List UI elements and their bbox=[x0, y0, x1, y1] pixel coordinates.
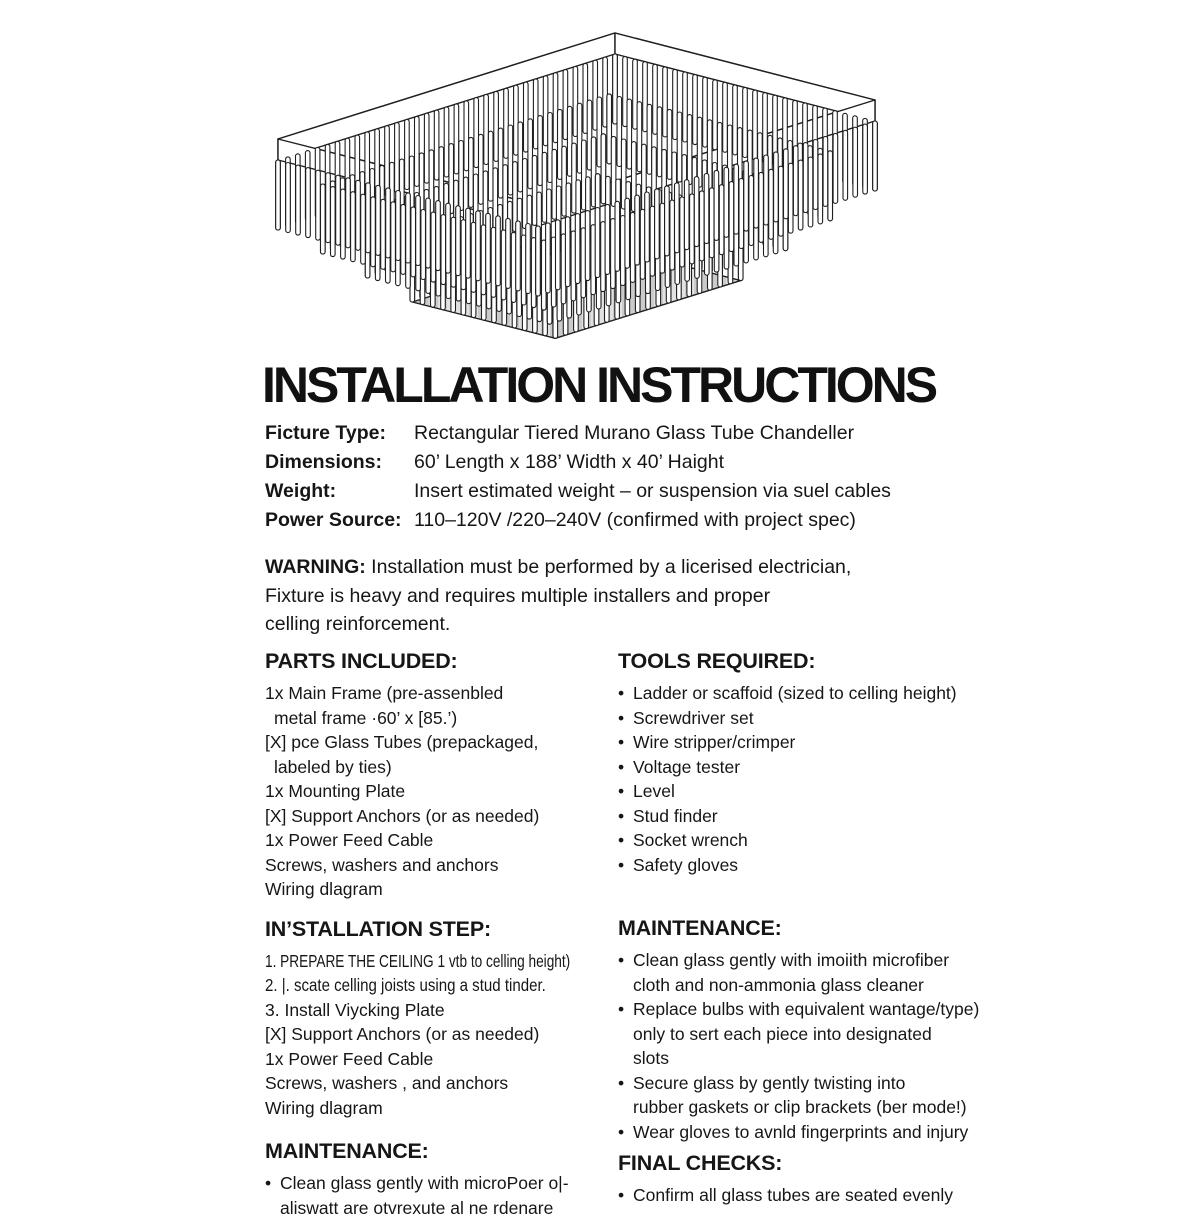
chandelier-illustration bbox=[240, 0, 960, 350]
list-item-text: Wire stripper/crimper bbox=[633, 732, 795, 752]
maintenance-left-section-list bbox=[265, 1171, 615, 1220]
list-item-line: metal frame ·60’ x [85.’) bbox=[265, 706, 615, 731]
maintenance-right-section-heading: MAINTENANCE: bbox=[618, 915, 1018, 941]
list-item-text: Socket wrench bbox=[633, 830, 748, 850]
maintenance-right-section-list bbox=[618, 948, 1018, 1144]
list-item-text: Ladder or scaffoid (sized to celling height) bbox=[633, 683, 957, 703]
list-item-text: Stud finder bbox=[633, 806, 718, 826]
list-item-line bbox=[618, 755, 1018, 780]
bullet-icon: • bbox=[618, 681, 624, 706]
list-item-line bbox=[618, 804, 1018, 829]
list-item-line: [X] Support Anchors (or as needed) bbox=[265, 1022, 615, 1047]
spec-value: 110–120V /220–240V (confirmed with project spec) bbox=[414, 506, 856, 535]
bullet-icon: • bbox=[618, 1071, 624, 1096]
spec-row bbox=[265, 477, 891, 506]
list-item-text: cloth and non-ammonia glass cleaner bbox=[633, 975, 924, 995]
list-item-line bbox=[618, 1183, 1018, 1208]
spec-value: Rectangular Tiered Murano Glass Tube Chandeller bbox=[414, 419, 854, 448]
list-item-text: Secure glass by gently twisting into bbox=[633, 1073, 905, 1093]
warning-line-text: Installation must be performed by a licerised electrician, bbox=[371, 556, 851, 578]
list-item-line bbox=[618, 1022, 1018, 1047]
list-item-line: Screws, washers and anchors bbox=[265, 853, 615, 878]
list-item-line: [X] Support Anchors (or as needed) bbox=[265, 804, 615, 829]
final-checks-section-heading: FINAL CHECKS: bbox=[618, 1150, 1018, 1176]
page-title: INSTALLATION INSTRUCTIONS bbox=[262, 356, 935, 414]
bullet-icon: • bbox=[618, 730, 624, 755]
list-item-line bbox=[618, 730, 1018, 755]
tools-section-list bbox=[618, 681, 1018, 877]
warning-line: celling reinforcement. bbox=[265, 610, 851, 639]
spec-row bbox=[265, 419, 891, 448]
final-checks-section bbox=[618, 1150, 1018, 1208]
list-item-line: 1x Mounting Plate bbox=[265, 779, 615, 804]
warning-line: Fixture is heavy and requires multiple installers and proper bbox=[265, 582, 851, 611]
spec-label: Dimensions: bbox=[265, 448, 414, 477]
spec-value: 60’ Length x 188’ Width x 40’ Haight bbox=[414, 448, 724, 477]
maintenance-left-section bbox=[265, 1138, 615, 1220]
list-item-line: Wiring dlagram bbox=[265, 1096, 615, 1121]
list-item-line bbox=[618, 1095, 1018, 1120]
list-item-line bbox=[618, 1071, 1018, 1096]
list-item-text: rubber gaskets or clip brackets (ber mode!) bbox=[633, 1097, 967, 1117]
list-item-text: Safety gloves bbox=[633, 855, 738, 875]
list-item-text: aliswatt are otvrexute al ne rdenare bbox=[280, 1198, 553, 1218]
parts-section-heading: PARTS INCLUDED: bbox=[265, 648, 615, 674]
list-item-line: 1. PREPARE THE CEILING 1 vtb to celling height) bbox=[265, 949, 538, 974]
steps-section-list bbox=[265, 949, 615, 1121]
list-item-text: Replace bulbs with equivalent wantage/type) bbox=[633, 999, 979, 1019]
list-item-line bbox=[265, 1196, 615, 1220]
tools-section bbox=[618, 648, 1018, 877]
list-item-line bbox=[618, 828, 1018, 853]
bullet-icon: • bbox=[618, 1120, 624, 1145]
bullet-icon: • bbox=[618, 755, 624, 780]
list-item-text: only to sert each piece into designated bbox=[633, 1024, 932, 1044]
right-column bbox=[618, 648, 1018, 1208]
list-item-line: [X] pce Glass Tubes (prepackaged, bbox=[265, 730, 615, 755]
spec-label: Ficture Type: bbox=[265, 419, 414, 448]
spec-row bbox=[265, 448, 891, 477]
spec-list bbox=[265, 419, 891, 535]
left-column bbox=[265, 648, 615, 1220]
list-item-line bbox=[618, 681, 1018, 706]
list-item-text: Confirm all glass tubes are seated evenly bbox=[633, 1185, 953, 1205]
list-item-line bbox=[618, 973, 1018, 998]
list-item-line bbox=[265, 1171, 615, 1196]
list-item-text: Clean glass gently with imoiith microfiber bbox=[633, 950, 949, 970]
bullet-icon: • bbox=[618, 1183, 624, 1208]
list-item-text: slots bbox=[633, 1048, 669, 1068]
list-item-line bbox=[618, 706, 1018, 731]
final-checks-section-list bbox=[618, 1183, 1018, 1208]
warning-line bbox=[265, 553, 851, 582]
bullet-icon: • bbox=[618, 706, 624, 731]
spec-label: Weight: bbox=[265, 477, 414, 506]
bullet-icon: • bbox=[618, 779, 624, 804]
list-item-text: Screwdriver set bbox=[633, 708, 754, 728]
list-item-line bbox=[618, 1120, 1018, 1145]
list-item-line: Wiring dlagram bbox=[265, 877, 615, 902]
bullet-icon: • bbox=[618, 948, 624, 973]
list-item-line: 1x Power Feed Cable bbox=[265, 828, 615, 853]
list-item-line: 1x Power Feed Cable bbox=[265, 1047, 615, 1072]
parts-section-list bbox=[265, 681, 615, 902]
list-item-line bbox=[618, 1046, 1018, 1071]
list-item-line: 3. Install Viycking Plate bbox=[265, 998, 615, 1023]
list-item-text: Voltage tester bbox=[633, 757, 740, 777]
list-item-line: 1x Main Frame (pre-assenbled bbox=[265, 681, 615, 706]
list-item-text: Level bbox=[633, 781, 675, 801]
bullet-icon: • bbox=[618, 804, 624, 829]
list-item-line: 2. |. scate celling joists using a stud tinder. bbox=[265, 973, 566, 998]
list-item-text: Clean glass gently with microPoer o|- bbox=[280, 1173, 569, 1193]
bullet-icon: • bbox=[618, 828, 624, 853]
steps-section-heading: IN’STALLATION STEP: bbox=[265, 916, 615, 942]
bullet-icon: • bbox=[618, 853, 624, 878]
list-item-line: Screws, washers , and anchors bbox=[265, 1071, 615, 1096]
parts-section bbox=[265, 648, 615, 902]
bullet-icon: • bbox=[618, 997, 624, 1022]
steps-section bbox=[265, 916, 615, 1121]
spec-label: Power Source: bbox=[265, 506, 414, 535]
maintenance-left-section-heading: MAINTENANCE: bbox=[265, 1138, 615, 1164]
spec-row bbox=[265, 506, 891, 535]
spec-value: Insert estimated weight – or suspension via suel cables bbox=[414, 477, 891, 506]
list-item-text: Wear gloves to avnld fingerprints and injury bbox=[633, 1122, 968, 1142]
list-item-line bbox=[618, 948, 1018, 973]
bullet-icon: • bbox=[265, 1171, 271, 1196]
list-item-line bbox=[618, 997, 1018, 1022]
maintenance-right-section bbox=[618, 915, 1018, 1144]
list-item-line bbox=[618, 779, 1018, 804]
list-item-line bbox=[618, 853, 1018, 878]
list-item-line: labeled by ties) bbox=[265, 755, 615, 780]
warning-label: WARNING: bbox=[265, 556, 371, 578]
tools-section-heading: TOOLS REQUIRED: bbox=[618, 648, 1018, 674]
warning-text bbox=[265, 553, 851, 639]
